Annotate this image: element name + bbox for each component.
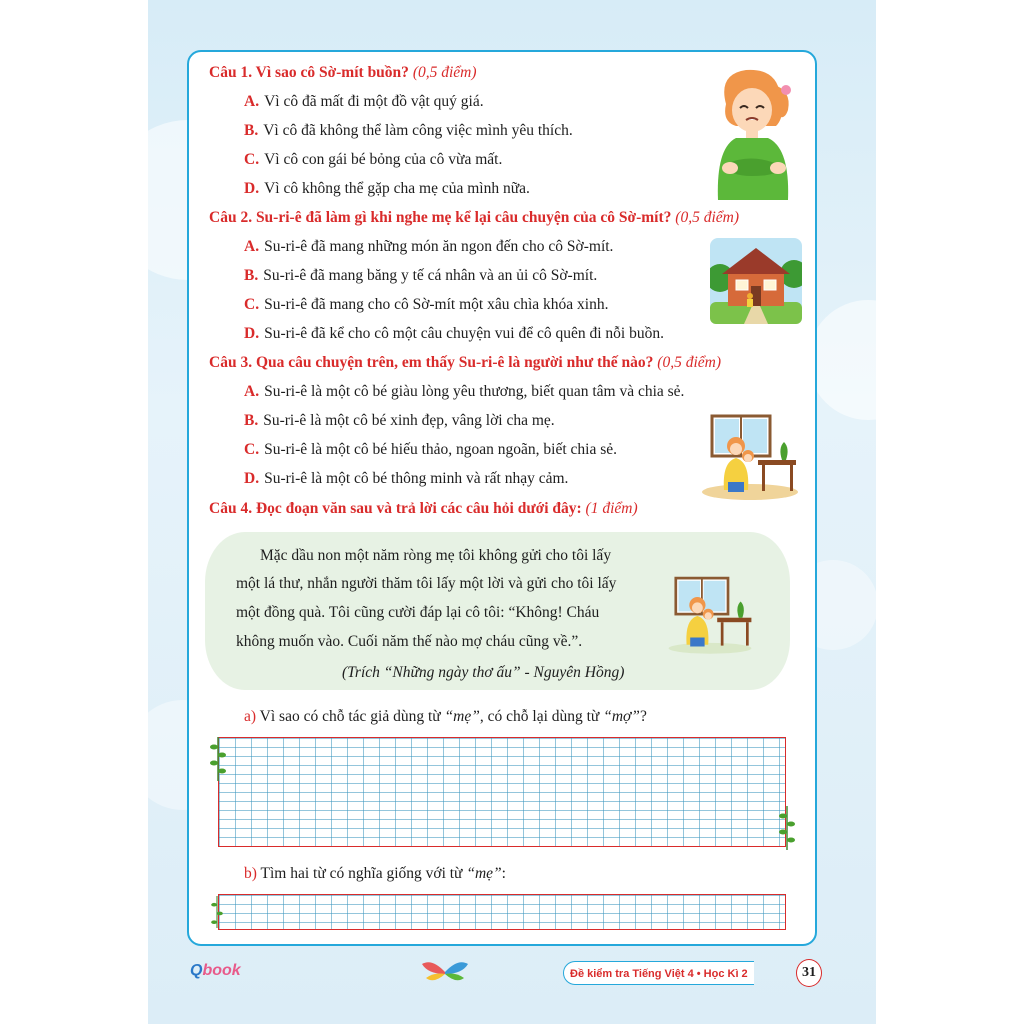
- passage-line-4: không muốn vào. Cuối năm thế nào mợ cháu cũng về.”.: [236, 633, 583, 650]
- leaf-decoration-icon: [210, 737, 226, 781]
- question-3-option-b[interactable]: B. Su-ri-ê là một cô bé xinh đẹp, vâng lời cha mẹ.: [244, 412, 555, 429]
- sub-question-a: a) Vì sao có chỗ tác giả dùng từ “mẹ”, có chỗ lại dùng từ “mợ”?: [244, 708, 647, 725]
- passage-line-1: Mặc dầu non một năm ròng mẹ tôi không gửi cho tôi lấy: [260, 547, 612, 564]
- question-2-option-c[interactable]: C. Su-ri-ê đã mang cho cô Sờ-mít một xâu chìa khóa xinh.: [244, 296, 609, 313]
- book-title-label: Đề kiểm tra Tiếng Việt 4 • Học Kì 2: [563, 961, 754, 985]
- leaf-decoration-icon: [779, 806, 795, 850]
- question-1-option-b[interactable]: B. Vì cô đã không thể làm công việc mình yêu thích.: [244, 122, 573, 139]
- question-2-option-b[interactable]: B. Su-ri-ê đã mang băng y tế cá nhân và an ủi cô Sờ-mít.: [244, 267, 598, 284]
- wings-emblem-icon: [422, 960, 468, 984]
- question-1-option-a[interactable]: A. Vì cô đã mất đi một đồ vật quý giá.: [244, 93, 484, 110]
- answer-grid-b[interactable]: [218, 894, 786, 930]
- passage-citation: (Trích “Những ngày thơ ấu” - Nguyên Hồng): [342, 664, 625, 681]
- passage-line-2: một lá thư, nhắn người thăm tôi lấy một lời và gửi cho tôi lấy: [236, 575, 617, 592]
- question-3-option-d[interactable]: D. Su-ri-ê là một cô bé thông minh và rất nhạy cảm.: [244, 470, 569, 487]
- publisher-logo: Qbook: [190, 962, 241, 979]
- girl-hugging-illustration: [700, 412, 800, 502]
- house-illustration: [710, 238, 802, 324]
- answer-grid-a[interactable]: [218, 737, 786, 847]
- sad-woman-illustration: [706, 64, 798, 200]
- girl-hugging-illustration: [665, 572, 755, 658]
- question-4-heading: Câu 4. Đọc đoạn văn sau và trả lời các câu hỏi dưới đây: (1 điểm): [209, 500, 638, 517]
- page-number: 31: [796, 959, 822, 987]
- question-1-option-d[interactable]: D. Vì cô không thể gặp cha mẹ của mình nữa.: [244, 180, 530, 197]
- question-1-heading: Câu 1. Vì sao cô Sờ-mít buồn? (0,5 điểm): [209, 64, 477, 81]
- question-3-option-a[interactable]: A. Su-ri-ê là một cô bé giàu lòng yêu thương, biết quan tâm và chia sẻ.: [244, 383, 685, 400]
- question-1-option-c[interactable]: C. Vì cô con gái bé bỏng của cô vừa mất.: [244, 151, 503, 168]
- leaf-decoration-icon: [210, 896, 224, 928]
- question-2-option-d[interactable]: D. Su-ri-ê đã kể cho cô một câu chuyện vui để cô quên đi nỗi buồn.: [244, 325, 664, 342]
- passage-line-3: một đồng quà. Tôi cũng cười đáp lại cô tôi: “Không! Cháu: [236, 604, 600, 621]
- question-3-heading: Câu 3. Qua câu chuyện trên, em thấy Su-ri-ê là người như thế nào? (0,5 điểm): [209, 354, 721, 371]
- sub-question-b: b) Tìm hai từ có nghĩa giống với từ “mẹ”:: [244, 865, 506, 882]
- question-2-option-a[interactable]: A. Su-ri-ê đã mang những món ăn ngon đến cho cô Sờ-mít.: [244, 238, 614, 255]
- question-2-heading: Câu 2. Su-ri-ê đã làm gì khi nghe mẹ kể lại câu chuyện của cô Sờ-mít? (0,5 điểm): [209, 209, 739, 226]
- question-3-option-c[interactable]: C. Su-ri-ê là một cô bé hiếu thảo, ngoan ngoãn, biết chia sẻ.: [244, 441, 618, 458]
